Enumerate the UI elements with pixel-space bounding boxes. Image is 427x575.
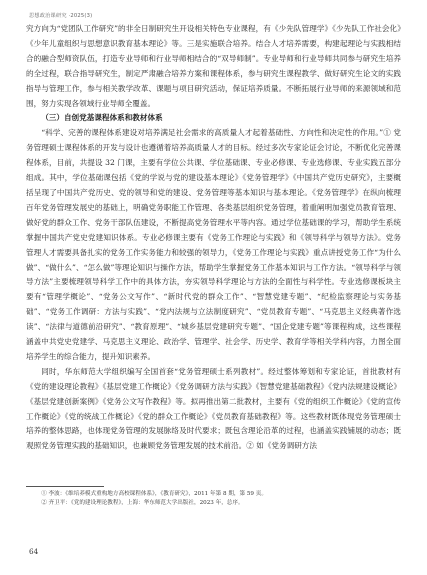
footnote: ② 齐卫平：《党的建设理论教程》，上海：华东师范大学出版社，2023 年，总序。 [41, 500, 244, 507]
footnote-divider [26, 486, 104, 487]
footnotes [26, 490, 401, 509]
page-number: 64 [29, 547, 39, 556]
running-head: 思想政治课研究 ·2025(3) [29, 13, 93, 19]
section-heading: （三）自创党基课程体系和教材体系 [41, 113, 163, 123]
paragraph: 究方向为“党团队工作研究”的非全日制研究生开设相关特色专业课程，有《少先队管理学》《少先队工作社会化》《少年儿童组织与思想意识教育基本理论》等。三是实施联合培养。结合人才培养需要，构建起理论与实践相结合的融合型师资队伍，打造专业导师和行业导师相结合的“双导师制”。专业导师和行业导师共同参与研究生培养的全过程，联合指导研究生，制定严肃融合培养方案和课程体系，参与研究生课程教学、做好研究生论文的实践指导与管理工作，参与相关教学改革、课题与项目研究活动，保证培养质量。不断拓展行业导师的来源领域和范围，努力实现各领域行业导师全覆盖。 [26, 24, 401, 108]
article-body [26, 22, 401, 454]
footnote: ① 李波：《维培养模式重构地方高校课程体系》，《教育研究》，2011 年第 8 期，第 59 页。 [41, 491, 267, 497]
paragraph: 同时，华东师范大学组织编写全国首套“党务管理硕士系列教材”。经过整体筹划和专家论证，首批教材有《党的建设理论教程》《基层党建工作概论》《党务调研方法与实践》《智慧党建基础教程》《党内法规建设概论》《基层党建创新案例》《党务公文写作教程》等。拟再推出第二批教材，主要有《党的组织工作概论》《党的宣传工作概论》《党的统战工作概论》《党的群众工作概论》《党员教育基础教程》等。这些教材既体现党务管理硕士培养的整体思路，也体现党务管理的发展脉络及时代要求；既包含理论沿革的过程，也涵盖实践铺展的动态；既观照党务管理实践的基础知识，也兼顾党务管理发展的技术前沿。② 如《党务调研方法 [26, 366, 401, 451]
paragraph: “科学、完善的课程体系建设对培养满足社会需求的高质量人才起着基础性、方向性和决定性的作用。”① 党务管理硕士课程体系的开发与设计也遵循着培养高质量人才的目标。经过多次专家论证会讨论，不断优化完善课程体系，目前，共提设 32 门课，主要有学位公共课、学位基础课、专业必修课、专业选修课、专业实践五部分组成。其中，学位基础课包括《党的学说与党的建设基本理论》《党务管理学》《中国共产党历史研究》，主要概括呈现了中国共产党历史、党的领导和党的建设、党务管理等基本知识与基本理论。《党务管理学》在纵向梳理百年党务管理发展史的基础上，明确党务职能工作管理、各类基层组织党务管理，着重阐明加强党员教育管理、做好党的群众工作、党务干部队伍建设，不断提高党务管理水平等内容。通过学位基础课的学习，帮助学生系统掌握中国共产党史党建知识体系。专业必修课主要有《党务工作理论与实践》和《领导科学与领导方法》。党务管理人才需要具备扎实的党务工作实务能力和较强的领导力，《党务工作理论与实践》重点讲授党务工作“为什么做”、“做什么”、“怎么做”等理论知识与操作方法，帮助学生掌握党务工作基本知识与工作方法。“领导科学与领导方法”主要梳理领导科学工作中的具体方法，夯实领导科学理论与方法的全面性与科学性。专业选修课板块主要有“管理学概论”、“党务公文写作”、“新时代党的群众工作”、“智慧党建专题”、“纪检监察理论与实务基础”、“党务工作调研：方法与实践”、“党内法规与立法制度研究”、“党员教育专题”、“马克思主义经典著作选读”、“法律与道德前沿研究”、“教育原理”、“城乡基层党建研究专题”、“国企党建专题”等课程构成，这些课程涵盖中共党史党建学、马克思主义理论、政治学、管理学、社会学、历史学、教育学等相关学科内容，力图全面培养学生的综合能力，提升知识素养。 [26, 128, 401, 361]
